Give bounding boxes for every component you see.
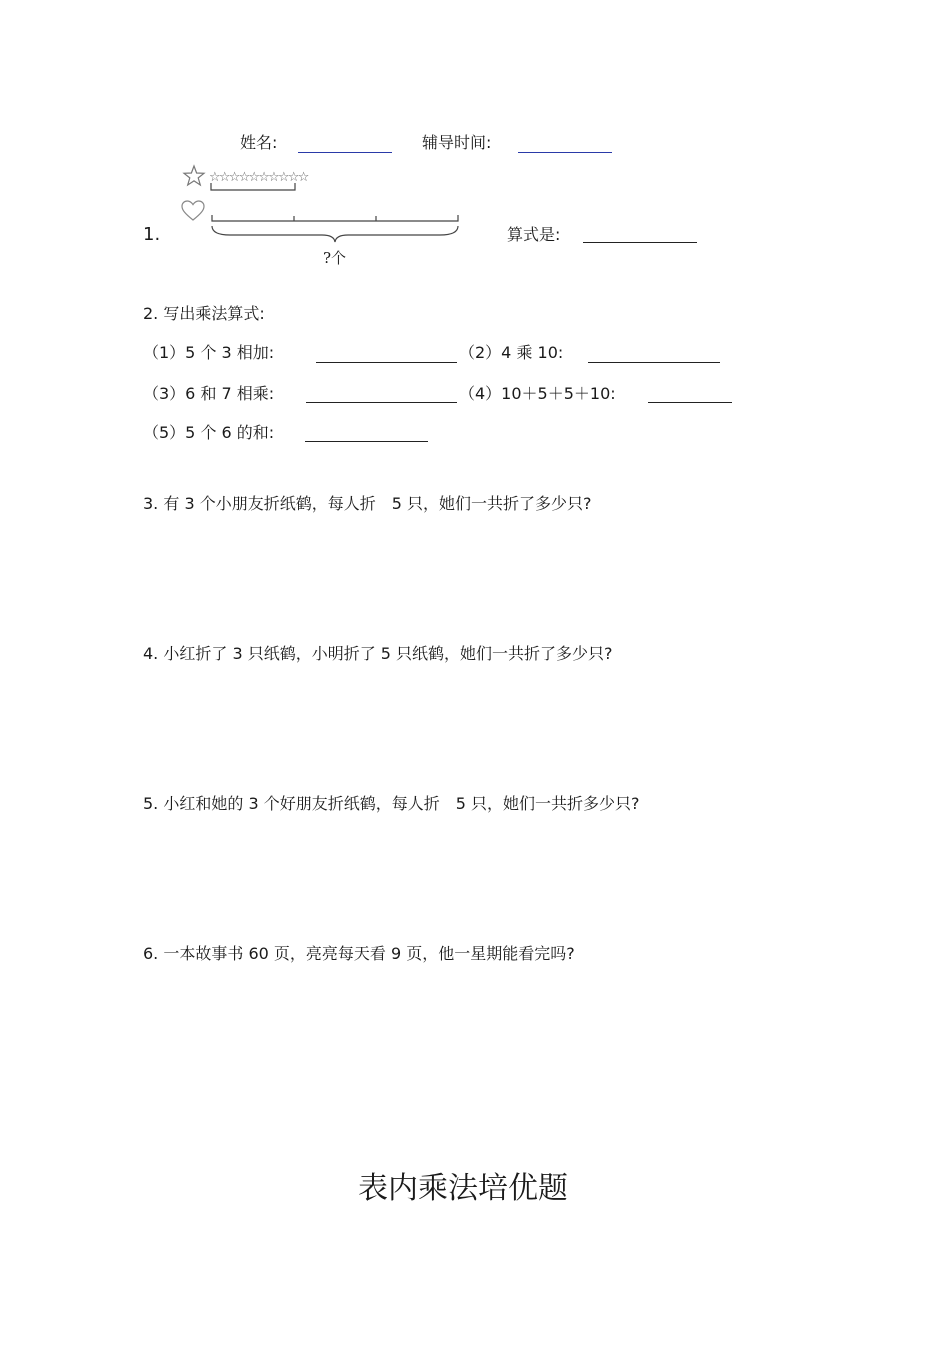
q2-item-5-blank[interactable]	[305, 441, 428, 442]
q2-item-5: （5）5 个 6 的和:	[143, 423, 275, 442]
q2-item-3-blank[interactable]	[306, 402, 457, 403]
footer-title: 表内乘法培优题	[358, 1171, 568, 1206]
q3-text: 3. 有 3 个小朋友折纸鹤，每人折 5 只，她们一共折了多少只?	[143, 494, 592, 513]
q2-item-1: （1）5 个 3 相加:	[143, 343, 275, 362]
heart-segment-line	[210, 212, 460, 248]
q2-item-3: （3）6 和 7 相乘:	[143, 384, 275, 403]
star-outline-icon	[183, 165, 205, 187]
q2-item-2: （2）4 乘 10:	[459, 343, 564, 362]
star-bracket	[210, 183, 300, 193]
star-row: ☆☆☆☆☆☆☆☆☆☆	[209, 170, 308, 185]
name-label: 姓名:	[240, 133, 278, 152]
q2-item-4: （4）10＋5＋5＋10:	[459, 384, 616, 403]
q6-text: 6. 一本故事书 60 页，亮亮每天看 9 页，他一星期能看完吗?	[143, 944, 575, 963]
brace-label: ?个	[323, 249, 347, 267]
q4-text: 4. 小红折了 3 只纸鹤，小明折了 5 只纸鹤，她们一共折了多少只?	[143, 644, 613, 663]
time-blank[interactable]	[518, 152, 612, 153]
q2-item-4-blank[interactable]	[648, 402, 732, 403]
q5-text: 5. 小红和她的 3 个好朋友折纸鹤，每人折 5 只，她们一共折多少只?	[143, 794, 640, 813]
q1-number: 1.	[143, 224, 161, 245]
time-label: 辅导时间:	[422, 133, 492, 152]
q2-item-1-blank[interactable]	[316, 362, 457, 363]
q2-item-2-blank[interactable]	[588, 362, 720, 363]
q2-title: 2. 写出乘法算式:	[143, 304, 265, 323]
q1-formula-blank[interactable]	[583, 242, 697, 243]
formula-label: 算式是:	[507, 225, 561, 244]
name-blank[interactable]	[298, 152, 392, 153]
heart-outline-icon	[181, 200, 205, 222]
